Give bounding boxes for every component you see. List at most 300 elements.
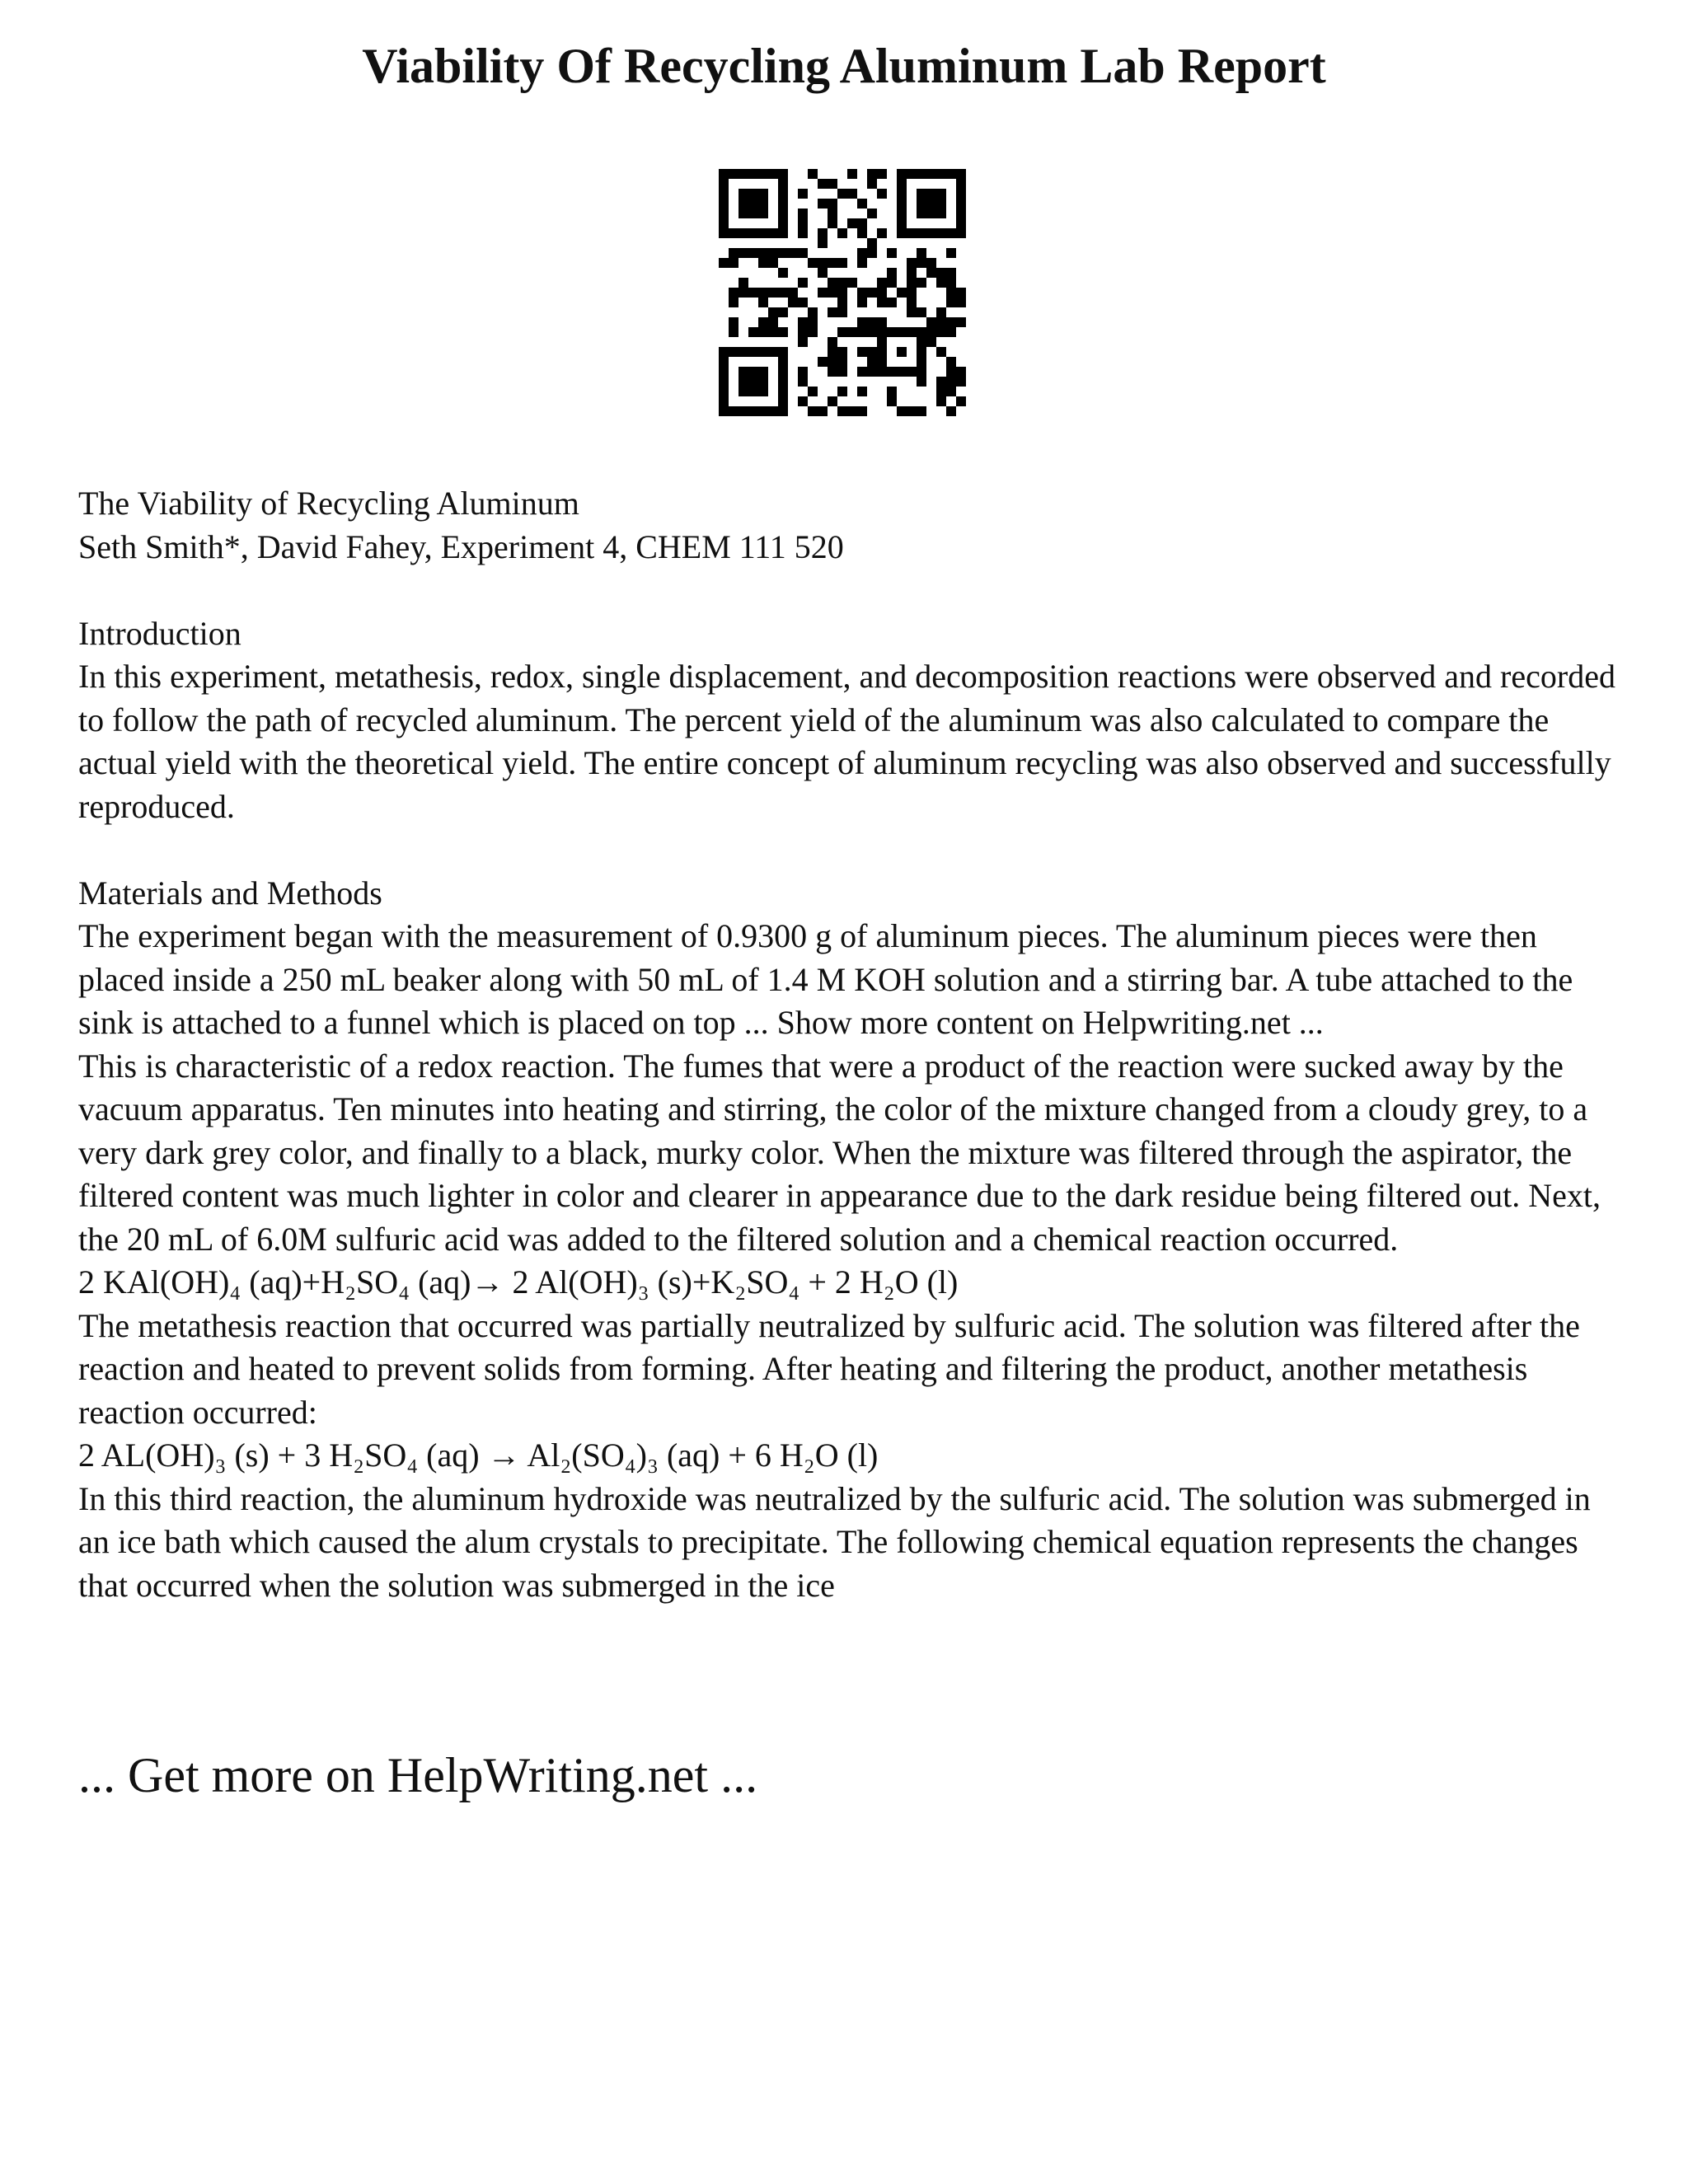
qr-module xyxy=(907,228,917,238)
qr-module xyxy=(946,268,956,278)
qr-module xyxy=(936,396,946,406)
qr-module xyxy=(917,347,926,357)
qr-module xyxy=(877,278,887,288)
qr-module xyxy=(857,228,867,238)
qr-module xyxy=(857,367,867,377)
qr-module xyxy=(936,307,946,317)
qr-module xyxy=(768,307,778,317)
qr-module xyxy=(877,228,887,238)
qr-module xyxy=(897,179,907,189)
qr-module xyxy=(936,189,946,199)
qr-module xyxy=(788,248,798,258)
qr-module xyxy=(877,169,887,179)
qr-module xyxy=(936,268,946,278)
qr-module xyxy=(897,189,907,199)
qr-module xyxy=(748,387,758,396)
introduction-heading: Introduction xyxy=(78,614,241,652)
qr-module xyxy=(936,278,946,288)
qr-module xyxy=(729,406,738,416)
qr-module xyxy=(926,209,936,218)
qr-module xyxy=(917,258,926,268)
qr-module xyxy=(857,327,867,337)
qr-module xyxy=(936,209,946,218)
equation-1: 2 KAl(OH)₄ (aq)+H₂SO₄ (aq)→ 2 Al(OH)₃ (s)+K₂SO₄ + 2 H₂O (l) xyxy=(78,1263,959,1301)
qr-module xyxy=(758,258,768,268)
qr-module xyxy=(946,406,956,416)
qr-module xyxy=(748,189,758,199)
qr-module xyxy=(748,367,758,377)
qr-module xyxy=(828,307,837,317)
qr-module xyxy=(828,396,837,406)
qr-module xyxy=(818,199,828,209)
authors-line: Seth Smith*, David Fahey, Experiment 4, CHEM 111 520 xyxy=(78,527,844,565)
metathesis-paragraph: The metathesis reaction that occurred was partially neutralized by sulfuric acid. The solution was filtered after the reaction and heated to prevent solids from forming. After heating and filtering the product, another metathesis reaction occurred: xyxy=(78,1306,1580,1431)
qr-module xyxy=(926,327,936,337)
qr-module xyxy=(808,327,818,337)
qr-module xyxy=(738,406,748,416)
qr-module xyxy=(758,317,768,327)
qr-module xyxy=(926,199,936,209)
qr-module xyxy=(768,327,778,337)
qr-module xyxy=(778,377,788,387)
qr-module xyxy=(897,327,907,337)
qr-module xyxy=(956,396,966,406)
spacer xyxy=(78,828,1628,872)
qr-module xyxy=(828,367,837,377)
qr-module xyxy=(837,228,847,238)
qr-module xyxy=(946,327,956,337)
qr-module xyxy=(758,169,768,179)
qr-module xyxy=(837,288,847,298)
qr-module xyxy=(719,367,729,377)
qr-module xyxy=(748,209,758,218)
qr-module xyxy=(719,199,729,209)
qr-module xyxy=(738,248,748,258)
qr-module xyxy=(729,288,738,298)
qr-module xyxy=(808,406,818,416)
qr-module xyxy=(867,317,877,327)
qr-module xyxy=(946,248,956,258)
qr-module xyxy=(897,367,907,377)
qr-module xyxy=(828,337,837,347)
qr-module xyxy=(729,298,738,307)
qr-module xyxy=(828,357,837,367)
qr-module xyxy=(857,387,867,396)
qr-module xyxy=(748,199,758,209)
qr-module xyxy=(926,268,936,278)
qr-module xyxy=(758,288,768,298)
report-body xyxy=(78,482,1628,1607)
qr-module xyxy=(897,209,907,218)
qr-module xyxy=(926,258,936,268)
qr-module xyxy=(897,406,907,416)
qr-module xyxy=(887,278,897,288)
qr-module xyxy=(837,307,847,317)
qr-module xyxy=(719,179,729,189)
qr-module xyxy=(778,228,788,238)
qr-module xyxy=(907,258,917,268)
qr-module xyxy=(719,258,729,268)
qr-module xyxy=(828,288,837,298)
qr-module xyxy=(917,337,926,347)
qr-module xyxy=(808,317,818,327)
qr-module xyxy=(917,169,926,179)
qr-module xyxy=(719,347,729,357)
qr-module xyxy=(798,228,808,238)
qr-module xyxy=(936,199,946,209)
qr-module xyxy=(837,387,847,396)
qr-module xyxy=(808,169,818,179)
qr-module xyxy=(738,288,748,298)
qr-module xyxy=(828,179,837,189)
qr-module xyxy=(946,288,956,298)
qr-module xyxy=(778,396,788,406)
qr-module xyxy=(877,298,887,307)
qr-module xyxy=(897,347,907,357)
qr-module xyxy=(956,179,966,189)
qr-module xyxy=(946,377,956,387)
qr-module xyxy=(748,169,758,179)
qr-module xyxy=(798,377,808,387)
qr-module xyxy=(956,228,966,238)
qr-module xyxy=(857,199,867,209)
qr-module xyxy=(837,406,847,416)
qr-module xyxy=(738,347,748,357)
qr-module xyxy=(917,327,926,337)
qr-module xyxy=(738,367,748,377)
qr-module xyxy=(818,406,828,416)
qr-module xyxy=(946,387,956,396)
qr-module xyxy=(818,268,828,278)
qr-module xyxy=(778,347,788,357)
observation-paragraph: This is characteristic of a redox reaction. The fumes that were a product of the reaction were sucked away by the vacuum apparatus. Ten minutes into heating and stirring, the color of the mixture changed from a cloudy grey, to a very dark grey color, and finally to a black, murky color. When the mixture was filtered through the aspirator, the filtered content was much lighter in color and clearer in appearance due to the dark residue being filtered out. Next, the 20 mL of 6.0M sulfuric acid was added to the filtered solution and a chemical reaction occurred. xyxy=(78,1047,1601,1258)
qr-module xyxy=(828,209,837,218)
qr-module xyxy=(857,218,867,228)
qr-module xyxy=(837,357,847,367)
qr-module xyxy=(917,357,926,367)
qr-module xyxy=(887,367,897,377)
qr-module xyxy=(758,228,768,238)
qr-module xyxy=(946,317,956,327)
qr-module xyxy=(907,406,917,416)
qr-module xyxy=(778,307,788,317)
equation-2: 2 AL(OH)₃ (s) + 3 H₂SO₄ (aq) → Al₂(SO₄)₃ (aq) + 6 H₂O (l) xyxy=(78,1436,879,1474)
qr-module xyxy=(719,406,729,416)
qr-module xyxy=(926,169,936,179)
qr-module xyxy=(818,357,828,367)
qr-module xyxy=(887,327,897,337)
qr-module xyxy=(798,278,808,288)
qr-module xyxy=(778,387,788,396)
qr-module xyxy=(907,288,917,298)
qr-module xyxy=(956,377,966,387)
qr-module xyxy=(877,357,887,367)
qr-module xyxy=(748,248,758,258)
qr-module xyxy=(847,169,857,179)
report-title: The Viability of Recycling Aluminum xyxy=(78,485,579,522)
qr-module xyxy=(867,367,877,377)
qr-module xyxy=(818,288,828,298)
qr-module xyxy=(946,169,956,179)
qr-module xyxy=(778,288,788,298)
qr-module xyxy=(798,298,808,307)
qr-module xyxy=(917,406,926,416)
qr-module xyxy=(956,317,966,327)
qr-module xyxy=(778,218,788,228)
qr-module xyxy=(778,169,788,179)
qr-module xyxy=(936,169,946,179)
qr-module xyxy=(818,179,828,189)
qr-module xyxy=(719,377,729,387)
qr-module xyxy=(738,189,748,199)
qr-module xyxy=(926,189,936,199)
qr-module xyxy=(778,248,788,258)
qr-module xyxy=(778,327,788,337)
qr-module xyxy=(719,209,729,218)
qr-module xyxy=(729,169,738,179)
qr-module xyxy=(798,396,808,406)
qr-module xyxy=(808,387,818,396)
qr-module xyxy=(887,268,897,278)
qr-module xyxy=(907,367,917,377)
qr-module xyxy=(719,169,729,179)
qr-module xyxy=(907,307,917,317)
qr-module xyxy=(837,258,847,268)
qr-module xyxy=(877,367,887,377)
qr-module xyxy=(857,258,867,268)
qr-module xyxy=(956,189,966,199)
qr-module xyxy=(768,347,778,357)
qr-module xyxy=(857,288,867,298)
qr-module xyxy=(936,228,946,238)
qr-module xyxy=(729,258,738,268)
spacer xyxy=(78,569,1628,612)
qr-module xyxy=(917,199,926,209)
qr-module xyxy=(758,327,768,337)
qr-module xyxy=(748,347,758,357)
qr-module xyxy=(867,238,877,248)
qr-module xyxy=(867,288,877,298)
qr-module xyxy=(768,248,778,258)
qr-module xyxy=(907,169,917,179)
qr-module xyxy=(956,288,966,298)
qr-module xyxy=(798,209,808,218)
qr-module xyxy=(778,209,788,218)
qr-module xyxy=(758,248,768,258)
qr-module xyxy=(946,367,956,377)
qr-module xyxy=(946,357,956,367)
qr-module xyxy=(768,317,778,327)
qr-module xyxy=(857,347,867,357)
document-title: Viability Of Recycling Aluminum Lab Report xyxy=(362,39,1326,93)
qr-module xyxy=(768,169,778,179)
qr-module xyxy=(897,218,907,228)
qr-module xyxy=(788,298,798,307)
qr-module xyxy=(897,288,907,298)
qr-module xyxy=(818,258,828,268)
qr-module xyxy=(828,218,837,228)
qr-module xyxy=(897,199,907,209)
qr-module xyxy=(917,367,926,377)
qr-module xyxy=(936,317,946,327)
qr-module xyxy=(808,307,818,317)
qr-module xyxy=(828,278,837,288)
qr-module xyxy=(946,298,956,307)
qr-module xyxy=(956,169,966,179)
qr-module xyxy=(778,199,788,209)
qr-module xyxy=(907,298,917,307)
qr-module xyxy=(798,337,808,347)
qr-module xyxy=(778,179,788,189)
qr-module xyxy=(847,327,857,337)
qr-module xyxy=(828,199,837,209)
qr-module xyxy=(897,228,907,238)
qr-module xyxy=(729,248,738,258)
qr-module xyxy=(798,327,808,337)
qr-module xyxy=(738,278,748,288)
qr-module xyxy=(719,357,729,367)
qr-module xyxy=(956,298,966,307)
qr-module xyxy=(917,189,926,199)
qr-module xyxy=(877,347,887,357)
qr-module xyxy=(877,189,887,199)
get-more-link[interactable]: ... Get more on HelpWriting.net ... xyxy=(78,1748,758,1802)
qr-module xyxy=(748,228,758,238)
qr-module xyxy=(808,258,818,268)
qr-module xyxy=(917,377,926,387)
qr-module xyxy=(758,347,768,357)
qr-module xyxy=(926,317,936,327)
qr-module xyxy=(917,278,926,288)
materials-heading: Materials and Methods xyxy=(78,874,382,912)
qr-module xyxy=(887,298,897,307)
qr-module xyxy=(837,367,847,377)
qr-module xyxy=(847,218,857,228)
qr-module xyxy=(729,317,738,327)
qr-module xyxy=(719,387,729,396)
qr-module xyxy=(887,396,897,406)
qr-module xyxy=(798,248,808,258)
qr-module xyxy=(768,258,778,268)
qr-module xyxy=(748,377,758,387)
qr-module xyxy=(857,406,867,416)
qr-module xyxy=(818,228,828,238)
qr-module xyxy=(867,209,877,218)
qr-module xyxy=(867,347,877,357)
qr-module xyxy=(798,367,808,377)
qr-module xyxy=(956,199,966,209)
qr-module xyxy=(738,209,748,218)
qr-module xyxy=(917,228,926,238)
qr-module xyxy=(738,169,748,179)
qr-module xyxy=(778,357,788,367)
qr-module xyxy=(917,307,926,317)
qr-module xyxy=(719,228,729,238)
qr-module xyxy=(798,317,808,327)
qr-module xyxy=(936,377,946,387)
qr-module xyxy=(936,387,946,396)
qr-module xyxy=(877,337,887,347)
qr-code-icon xyxy=(719,169,966,416)
qr-module xyxy=(748,406,758,416)
qr-module xyxy=(828,258,837,268)
qr-module xyxy=(768,406,778,416)
qr-module xyxy=(758,387,768,396)
qr-module xyxy=(748,327,758,337)
qr-module xyxy=(867,169,877,179)
qr-module xyxy=(936,327,946,337)
qr-module xyxy=(867,327,877,337)
qr-module xyxy=(857,248,867,258)
introduction-text: In this experiment, metathesis, redox, single displacement, and decomposition reactions were observed and recorded to follow the path of recycled aluminum. The percent yield of the aluminum was also calculated to compare the actual yield with the theoretical yield. The entire concept of aluminum recycling was also observed and successfully reproduced. xyxy=(78,658,1615,825)
qr-module xyxy=(768,288,778,298)
qr-module xyxy=(847,189,857,199)
qr-module xyxy=(719,189,729,199)
qr-module xyxy=(867,179,877,189)
qr-module xyxy=(778,189,788,199)
materials-text: The experiment began with the measurement of 0.9300 g of aluminum pieces. The aluminum pieces were then placed inside a 250 mL beaker along with 50 mL of 1.4 M KOH solution and a stirring bar. A tube attached to the sink is attached to a funnel which is placed on top ... Show more content on Helpwriting.net ... xyxy=(78,917,1573,1041)
qr-module xyxy=(798,189,808,199)
qr-module xyxy=(897,169,907,179)
qr-module xyxy=(738,387,748,396)
qr-module xyxy=(867,248,877,258)
qr-module xyxy=(748,288,758,298)
qr-module xyxy=(946,228,956,238)
qr-module xyxy=(788,288,798,298)
qr-module xyxy=(719,396,729,406)
qr-module xyxy=(758,367,768,377)
qr-module xyxy=(907,327,917,337)
qr-module xyxy=(857,317,867,327)
qr-module xyxy=(926,337,936,347)
qr-module xyxy=(887,387,897,396)
qr-module xyxy=(837,189,847,199)
qr-module xyxy=(818,238,828,248)
qr-module xyxy=(926,228,936,238)
qr-module xyxy=(729,228,738,238)
qr-module xyxy=(956,218,966,228)
qr-module xyxy=(768,228,778,238)
qr-module xyxy=(847,278,857,288)
qr-module xyxy=(877,317,887,327)
qr-module xyxy=(828,347,837,357)
qr-module xyxy=(778,367,788,377)
qr-module xyxy=(867,357,877,367)
qr-module xyxy=(956,209,966,218)
qr-module xyxy=(729,347,738,357)
qr-module xyxy=(778,268,788,278)
qr-module xyxy=(758,199,768,209)
qr-module xyxy=(719,218,729,228)
qr-module xyxy=(758,209,768,218)
qr-module xyxy=(837,298,847,307)
qr-module xyxy=(877,327,887,337)
qr-module xyxy=(729,327,738,337)
qr-module xyxy=(738,377,748,387)
qr-module xyxy=(738,199,748,209)
qr-module xyxy=(758,406,768,416)
qr-module xyxy=(837,327,847,337)
qr-module xyxy=(936,347,946,357)
qr-module xyxy=(758,377,768,387)
qr-module xyxy=(956,367,966,377)
qr-module xyxy=(847,406,857,416)
third-reaction-paragraph: In this third reaction, the aluminum hydroxide was neutralized by the sulfuric acid. The solution was submerged in an ice bath which caused the alum crystals to precipitate. The following chemical equation represents the changes that occurred when the solution was submerged in the ice xyxy=(78,1479,1591,1604)
qr-module xyxy=(758,189,768,199)
qr-module xyxy=(917,248,926,258)
qr-module xyxy=(857,298,867,307)
qr-module xyxy=(946,278,956,288)
